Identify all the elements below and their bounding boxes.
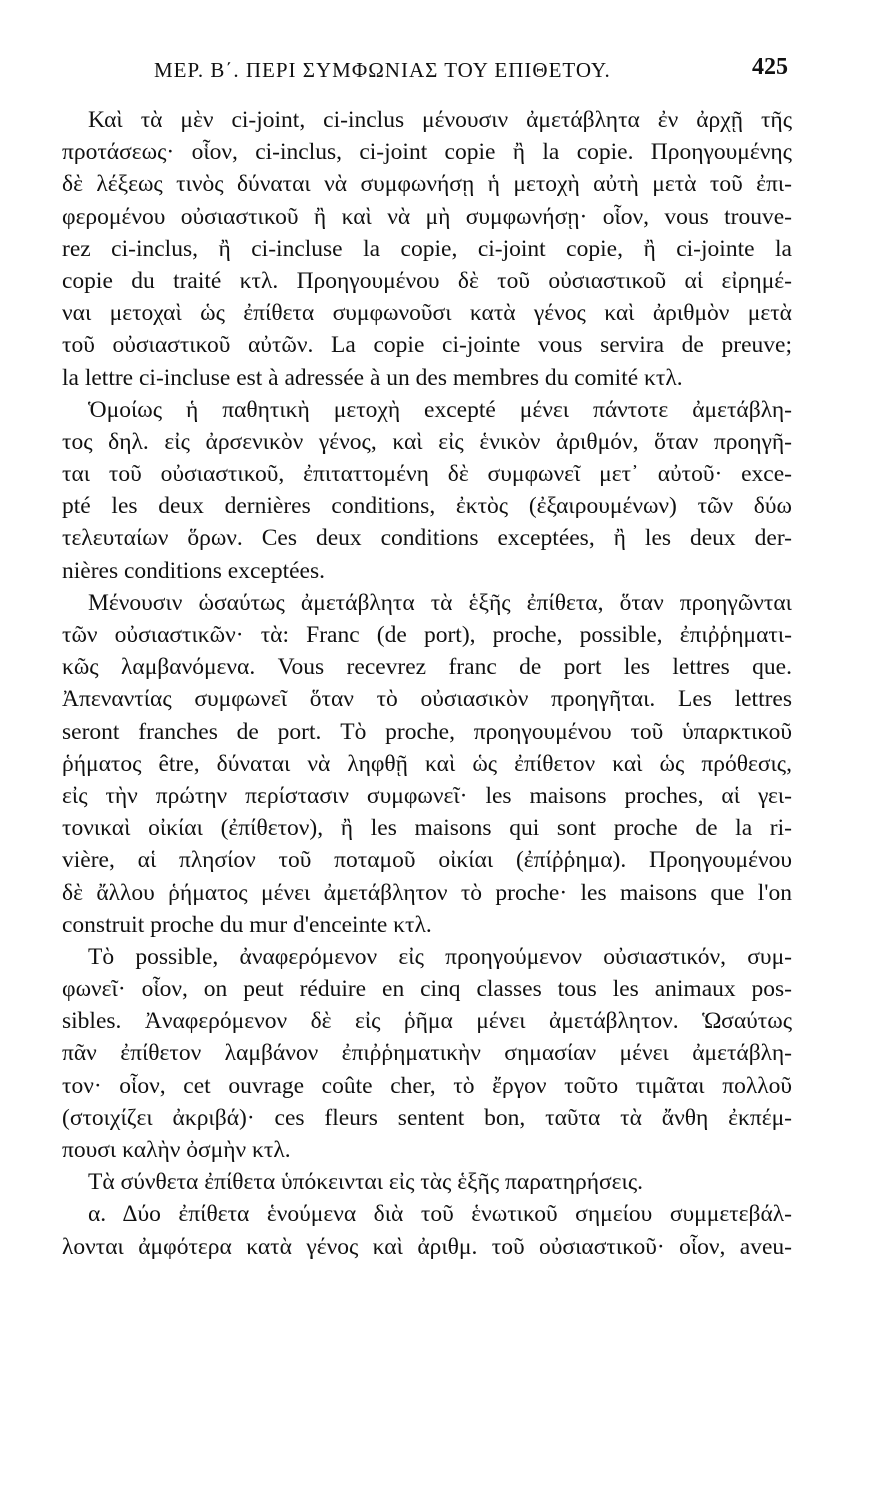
paragraph [62, 587, 792, 941]
text-line: τοῦ οὐσιαστικοῦ αὐτῶν. La copie ci-jointe vous servira de preuve; [62, 332, 792, 359]
text-line: ται τοῦ οὐσιαστικοῦ, ἐπιταττομένη δὲ συμφωνεῖ μετ᾽ αὐτοῦ· exce- [62, 461, 792, 488]
paragraph [62, 1166, 792, 1198]
text-line: τον· οἷον, cet ouvrage coûte cher, τὸ ἔργον τοῦτο τιμᾶται πολλοῦ [62, 1072, 792, 1099]
text-line: Καὶ τὰ μὲν ci-joint, ci-inclus μένουσιν ἀμετάβλητα ἐν ἀρχῇ τῆς [88, 107, 792, 133]
running-head [62, 52, 792, 96]
text-line: Ὁμοίως ἡ παθητικὴ μετοχὴ excepté μένει πάντοτε ἀμετάβλη- [88, 396, 792, 423]
text-line: Τὰ σύνθετα ἐπίθετα ὑπόκεινται εἰς τὰς ἑξῆς παρατηρήσεις. [88, 1169, 644, 1196]
body-text [62, 104, 792, 1263]
page-number: 425 [752, 54, 788, 80]
text-line: δὲ ἄλλου ῥήματος μένει ἀμετάβλητον τὸ proche· les maisons que l'on [62, 879, 792, 906]
text-line: ῥήματος être, δύναται νὰ ληφθῇ καὶ ὡς ἐπίθετον καὶ ὡς πρόθεσις, [62, 750, 792, 777]
running-title: ΜΕΡ. Β΄. ΠΕΡΙ ΣΥΜΦΩΝΙΑΣ ΤΟΥ ΕΠΙΘΕΤΟΥ. [154, 58, 611, 82]
text-line: λονται ἀμφότερα κατὰ γένος καὶ ἀριθμ. τοῦ οὐσιαστικοῦ· οἷον, aveu- [62, 1233, 792, 1260]
text-line: κῶς λαμβανόμενα. Vous recevrez franc de port les lettres que. [62, 654, 792, 681]
text-line: copie du traité κτλ. Προηγουμένου δὲ τοῦ οὐσιαστικοῦ αἱ εἰρημέ- [62, 267, 792, 294]
paragraph [62, 104, 792, 394]
text-line: τελευταίων ὅρων. Ces deux conditions exceptées, ἢ les deux der- [62, 525, 792, 552]
text-line: Τὸ possible, ἀναφερόμενον εἰς προηγούμενον οὐσιαστικόν, συμ- [88, 943, 792, 970]
paragraph [62, 941, 792, 1166]
paragraph [62, 394, 792, 587]
text-line: construit proche du mur d'enceinte κτλ. [62, 911, 432, 938]
text-line: nières conditions exceptées. [62, 557, 325, 584]
text-line: τῶν οὐσιαστικῶν· τὰ: Franc (de port), proche, possible, ἐπιῤῥηματι- [62, 622, 792, 648]
text-line: τος δηλ. εἰς ἀρσενικὸν γένος, καὶ εἰς ἑνικὸν ἀριθμόν, ὅταν προηγῆ- [62, 428, 792, 455]
text-line: pté les deux dernières conditions, ἐκτὸς (ἐξαιρουμένων) τῶν δύω [62, 493, 792, 520]
text-line: sibles. Ἀναφερόμενον δὲ εἰς ῥῆμα μένει ἀμετάβλητον. Ὡσαύτως [62, 1008, 792, 1035]
text-line: Ἀπεναντίας συμφωνεῖ ὅταν τὸ οὐσιασικὸν προηγῆται. Les lettres [62, 686, 792, 713]
text-line: δὲ λέξεως τινὸς δύναται νὰ συμφωνήσῃ ἡ μετοχὴ αὐτὴ μετὰ τοῦ ἐπι- [62, 171, 792, 198]
text-line: (στοιχίζει ἀκριβά)· ces fleurs sentent bon, ταῦτα τὰ ἄνθη ἐκπέμ- [62, 1104, 792, 1131]
text-line: πουσι καλὴν ὀσμὴν κτλ. [62, 1137, 291, 1163]
text-line: φωνεῖ· οἷον, on peut réduire en cinq classes tous les animaux pos- [62, 976, 792, 1003]
text-line: ναι μετοχαὶ ὡς ἐπίθετα συμφωνοῦσι κατὰ γένος καὶ ἀριθμὸν μετὰ [62, 300, 792, 327]
text-line: rez ci-inclus, ἢ ci-incluse la copie, ci-joint copie, ἢ ci-jointe la [62, 235, 792, 262]
text-line: α. Δύο ἐπίθετα ἑνούμενα διὰ τοῦ ἑνωτικοῦ σημείου συμμετεβάλ- [88, 1201, 792, 1228]
paragraph [62, 1198, 792, 1262]
text-line: εἰς τὴν πρώτην περίστασιν συμφωνεῖ· les maisons proches, αἱ γει- [62, 782, 792, 809]
text-line: vière, αἱ πλησίον τοῦ ποταμοῦ οἰκίαι (ἐπίῤῥημα). Προηγουμένου [62, 847, 792, 874]
text-line: τονικαὶ οἰκίαι (ἐπίθετον), ἢ les maisons qui sont proche de la ri- [62, 815, 792, 842]
text-line: προτάσεως· οἷον, ci-inclus, ci-joint copie ἢ la copie. Προηγουμένης [62, 139, 792, 166]
text-line: la lettre ci-incluse est à adressée à un des membres du comité κτλ. [62, 364, 683, 391]
book-page [62, 52, 792, 1263]
text-line: πᾶν ἐπίθετον λαμβάνον ἐπιῤῥηματικὴν σημασίαν μένει ἀμετάβλη- [62, 1040, 792, 1067]
text-line: φερομένου οὐσιαστικοῦ ἢ καὶ νὰ μὴ συμφωνήσῃ· οἷον, vous trouve- [62, 203, 792, 230]
text-line: Μένουσιν ὡσαύτως ἀμετάβλητα τὰ ἑξῆς ἐπίθετα, ὅταν προηγῶνται [88, 589, 792, 616]
text-line: seront franches de port. Τὸ proche, προηγουμένου τοῦ ὑπαρκτικοῦ [62, 718, 792, 745]
